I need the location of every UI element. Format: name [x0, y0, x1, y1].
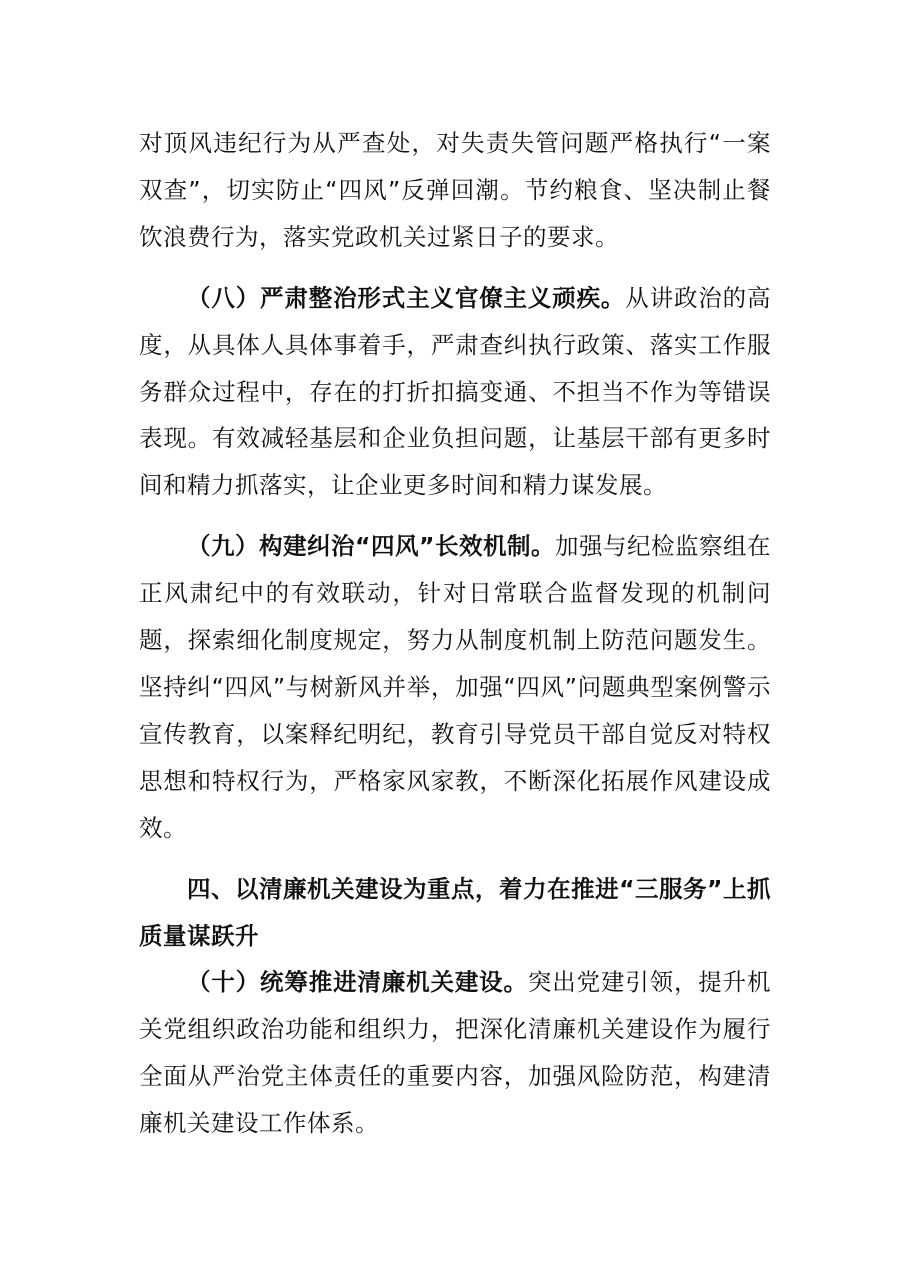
section-10-heading: （十）统筹推进清廉机关建设。 — [187, 968, 528, 997]
section-9-text: 加强与纪检监察组在正风肃纪中的有效联动，针对日常联合监督发现的机制问题，探索细化制度规定，努力从制度机制上防范问题发生。坚持纠“四风”与树新风并举，加强“四风”问题典型案例警示宣传教育，以案释纪明纪，教育引导党员干部自觉反对特权思想和特权行为，严格家风家教，不断深化拓展作风建设成效。 — [139, 532, 772, 842]
paragraph-text: 对顶风违纪行为从严查处，对失责失管问题严格执行“一案双查”，切实防止“四风”反弹回潮。节约粮食、坚决制止餐饮浪费行为，落实党政机关过紧日子的要求。 — [139, 129, 771, 251]
document-body — [139, 120, 771, 1147]
paragraph-section-10 — [139, 959, 771, 1147]
paragraph-section-9 — [139, 523, 771, 851]
chapter-4-heading-text: 四、以清廉机关建设为重点，着力在推进“三服务”上抓质量谋跃升 — [139, 874, 771, 950]
section-8-heading: （八）严肃整治形式主义官僚主义顽疾。 — [187, 283, 626, 312]
paragraph-continuation — [139, 120, 771, 261]
chapter-4-heading — [139, 866, 771, 960]
paragraph-section-8 — [139, 275, 771, 510]
section-10-text: 突出党建引领，提升机关党组织政治功能和组织力，把深化清廉机关建设作为履行全面从严治党主体责任的重要内容，加强风险防范，构建清廉机关建设工作体系。 — [139, 968, 772, 1138]
section-8-text: 从讲政治的高度，从具体人具体事着手，严肃查纠执行政策、落实工作服务群众过程中，存在的打折扣搞变通、不担当不作为等错误表现。有效减轻基层和企业负担问题，让基层干部有更多时间和精力抓落实，让企业更多时间和精力谋发展。 — [139, 283, 772, 500]
section-9-heading: （九）构建纠治“四风”长效机制。 — [187, 532, 555, 561]
